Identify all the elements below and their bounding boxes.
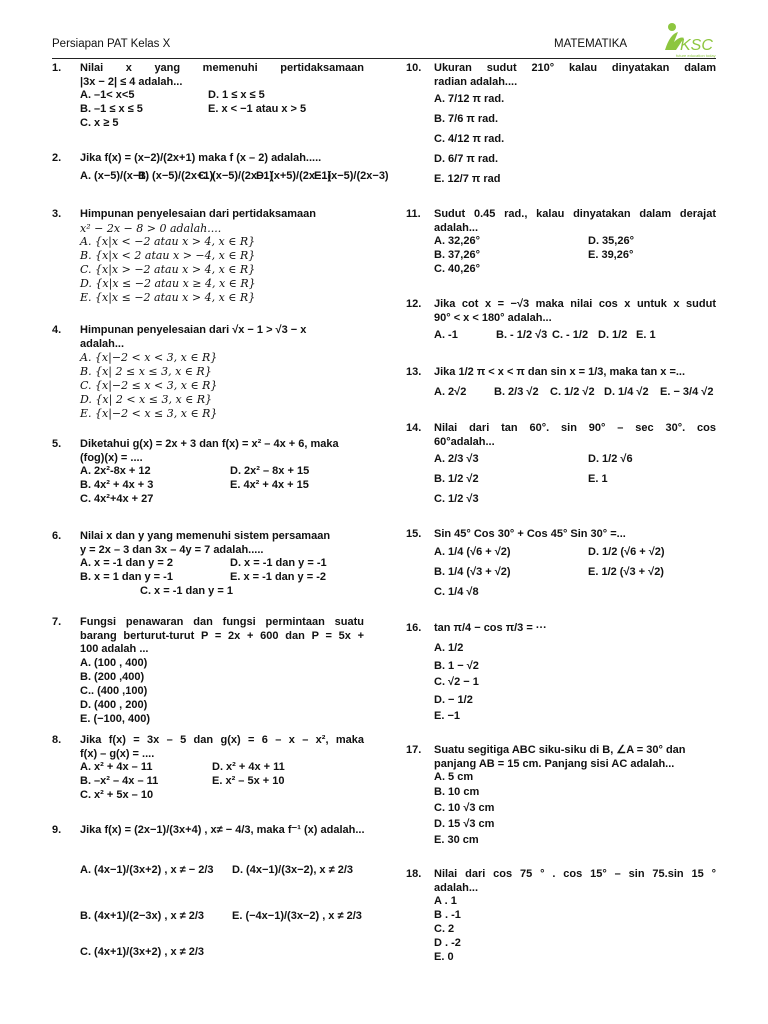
option-b[interactable]: B. 1/4 (√3 + √2): [434, 565, 511, 578]
option-a[interactable]: A. 1/4 (√6 + √2): [434, 545, 511, 558]
option-d[interactable]: D. 1/4 √2: [604, 385, 649, 398]
option-c[interactable]: C. 1/2 √3: [434, 493, 479, 506]
option-e[interactable]: E. 4x² + 4x + 15: [230, 479, 309, 492]
header-title-right: MATEMATIKA: [554, 38, 628, 50]
question-text: x² − 2x − 8 > 0 adalah....: [80, 221, 222, 235]
option-c[interactable]: C. 2: [434, 923, 455, 936]
question-number: 9.: [52, 824, 62, 836]
option-d[interactable]: D. 1/2 (√6 + √2): [588, 545, 665, 558]
option-c[interactable]: C. 1/2 √2: [550, 385, 595, 398]
option-d[interactable]: D. 2x² – 8x + 15: [230, 465, 310, 478]
option-a[interactable]: A. 5 cm: [434, 771, 474, 784]
logo-tagline: future education today: [676, 53, 716, 58]
question-text: Jika f(x) = (x−2)/(2x+1) maka f (x – 2) adalah.....: [80, 152, 322, 164]
question-text: Jika cot x = −√3 maka nilai cos x untuk x sudut: [434, 298, 716, 310]
question-number: 18.: [406, 868, 422, 880]
option-c[interactable]: C. - 1/2: [552, 329, 589, 342]
option-d[interactable]: D. x² + 4x + 11: [212, 761, 285, 774]
option-a[interactable]: A. (100 , 400): [80, 656, 148, 669]
option-c[interactable]: C. x = -1 dan y = 1: [140, 585, 233, 598]
option-e[interactable]: E. 12/7 π rad: [434, 173, 501, 186]
option-a[interactable]: A. –1< x<5: [80, 89, 135, 102]
option-c[interactable]: C. x² + 5x – 10: [80, 789, 154, 802]
option-b[interactable]: B. 1 − √2: [434, 659, 479, 672]
option-a[interactable]: A. -1: [434, 329, 458, 342]
question-text: (fog)(x) = ....: [80, 451, 143, 464]
header-title-left: Persiapan PAT Kelas X: [52, 38, 171, 50]
option-e[interactable]: E. 1/2 (√3 + √2): [588, 565, 664, 578]
option-b[interactable]: B. 7/6 π rad.: [434, 113, 499, 126]
question-text: Jika 1/2 π < x < π dan sin x = 1/3, maka tan x =...: [434, 366, 686, 378]
option-c[interactable]: C.. (400 ,100): [80, 684, 148, 697]
question-text: Suatu segitiga ABC siku-siku di B, ∠A = 30° dan: [434, 744, 686, 756]
option-b[interactable]: B. 1/2 √2: [434, 473, 479, 486]
question-number: 3.: [52, 208, 62, 220]
page-header: [52, 38, 716, 60]
option-e[interactable]: E. 0: [434, 951, 454, 964]
question-number: 5.: [52, 438, 62, 450]
option-c[interactable]: C. 40,26°: [434, 263, 480, 276]
option-c[interactable]: C. 1/4 √8: [434, 585, 479, 598]
question-text: f(x) – g(x) = ....: [80, 747, 155, 760]
question-text: radian adalah....: [434, 75, 518, 88]
option-d[interactable]: D. (4x−1)/(3x−2), x ≠ 2/3: [232, 863, 353, 876]
question-number: 10.: [406, 62, 422, 74]
option-e[interactable]: E. 1: [588, 473, 608, 486]
question-text: 100 adalah ...: [80, 643, 149, 656]
question-text: Jika f(x) = (2x−1)/(3x+4) , x≠ − 4/3, maka f⁻¹ (x) adalah...: [80, 824, 365, 836]
option-d[interactable]: D. {x|x ≤ −2 atau x ≥ 4, x ∈ R}: [80, 277, 256, 291]
option-c[interactable]: C. 10 √3 cm: [434, 802, 495, 815]
option-d[interactable]: D. x = -1 dan y = -1: [230, 557, 327, 570]
option-c[interactable]: C. (x−5)/(2x−1): [198, 169, 274, 182]
option-a[interactable]: A. 2/3 √3: [434, 453, 479, 466]
option-a[interactable]: A. (x−5)/(x−1): [80, 169, 150, 182]
ksc-logo: [662, 20, 722, 60]
question-text: Ukuran sudut 210° kalau dinyatakan dalam: [434, 62, 716, 74]
option-b[interactable]: B . -1: [434, 909, 461, 922]
question-text: adalah...: [434, 221, 479, 234]
logo-text: KSC: [680, 37, 713, 54]
option-a[interactable]: A. 7/12 π rad.: [434, 93, 505, 106]
option-b[interactable]: B. x = 1 dan y = -1: [80, 571, 173, 584]
question-text: y = 2x – 3 dan 3x – 4y = 7 adalah.....: [80, 543, 264, 556]
question-text: Diketahui g(x) = 2x + 3 dan f(x) = x² – 4x + 6, maka: [80, 438, 339, 450]
question-text: Nilai x dan y yang memenuhi sistem persamaan: [80, 530, 331, 542]
question-text: Himpunan penyelesaian dari pertidaksamaan: [80, 208, 316, 220]
option-c[interactable]: C. 4x²+4x + 27: [80, 493, 154, 506]
option-a[interactable]: A. x = -1 dan y = 2: [80, 557, 173, 570]
option-d[interactable]: D. {x| 2 < x ≤ 3, x ∈ R}: [80, 393, 213, 407]
option-d[interactable]: D. 1 ≤ x ≤ 5: [208, 89, 265, 102]
option-c[interactable]: C. {x|−2 ≤ x < 3, x ∈ R}: [80, 379, 218, 393]
question-text: panjang AB = 15 cm. Panjang sisi AC adalah...: [434, 757, 675, 770]
option-d[interactable]: D. (x+5)/(2x−1): [256, 169, 332, 182]
option-d[interactable]: D. 1/2 √6: [588, 453, 633, 466]
question-number: 7.: [52, 616, 62, 628]
option-c[interactable]: C. x ≥ 5: [80, 117, 119, 130]
question-number: 11.: [406, 208, 421, 220]
option-b[interactable]: B. –x² – 4x – 11: [80, 775, 159, 788]
option-a[interactable]: A. {x|−2 < x < 3, x ∈ R}: [80, 351, 218, 365]
option-d[interactable]: D . -2: [434, 937, 461, 950]
option-b[interactable]: B. 37,26°: [434, 249, 480, 262]
option-e[interactable]: E. (−100, 400): [80, 712, 151, 725]
option-c[interactable]: C. (4x+1)/(3x+2) , x ≠ 2/3: [80, 945, 205, 958]
question-text: tan π/4 − cos π/3 = ···: [434, 622, 547, 634]
option-a[interactable]: A . 1: [434, 895, 457, 908]
option-b[interactable]: B. 2/3 √2: [494, 385, 539, 398]
question-text: Sin 45° Cos 30° + Cos 45° Sin 30° =...: [434, 528, 626, 540]
option-a[interactable]: A. 32,26°: [434, 235, 480, 248]
option-c[interactable]: C. {x|x > −2 atau x > 4, x ∈ R}: [80, 263, 256, 277]
option-e[interactable]: E. 1: [636, 329, 656, 342]
question-text: Nilai dari cos 75 ° . cos 15° – sin 75.sin 15 °: [434, 868, 716, 880]
option-b[interactable]: B. 10 cm: [434, 786, 480, 799]
option-a[interactable]: A. x² + 4x – 11: [80, 761, 153, 774]
option-a[interactable]: A. 2√2: [434, 385, 467, 398]
question-number: 13.: [406, 366, 422, 378]
option-b[interactable]: B. (x−5)/(2x+1): [138, 169, 214, 182]
option-a[interactable]: A. 1/2: [434, 641, 464, 654]
question-text: adalah...: [434, 881, 479, 894]
question-text: Fungsi penawaran dan fungsi permintaan suatu: [80, 616, 364, 628]
question-text: |3x − 2| ≤ 4 adalah...: [80, 75, 183, 88]
option-a[interactable]: A. {x|x < −2 atau x > 4, x ∈ R}: [80, 235, 256, 249]
option-d[interactable]: D. 15 √3 cm: [434, 818, 495, 831]
header-rule: [52, 58, 716, 59]
option-e[interactable]: E. (x−5)/(2x−3): [314, 169, 389, 182]
question-text: barang berturut-turut P = 2x + 600 dan P = 5x +: [80, 629, 364, 642]
option-e[interactable]: E. 30 cm: [434, 834, 479, 847]
question-text: 90° < x < 180° adalah...: [434, 311, 552, 324]
option-e[interactable]: E. {x|−2 < x ≤ 3, x ∈ R}: [80, 407, 218, 421]
option-c[interactable]: C. 4/12 π rad.: [434, 133, 505, 146]
question-number: 4.: [52, 324, 62, 336]
option-e[interactable]: E. x = -1 dan y = -2: [230, 571, 326, 584]
question-number: 6.: [52, 530, 62, 542]
option-b[interactable]: B. (200 ,400): [80, 670, 145, 683]
option-b[interactable]: B. –1 ≤ x ≤ 5: [80, 103, 143, 116]
option-b[interactable]: B. 4x² + 4x + 3: [80, 479, 154, 492]
question-number: 12.: [406, 298, 422, 310]
question-number: 2.: [52, 152, 62, 164]
question-number: 15.: [406, 528, 422, 540]
option-a[interactable]: A. (4x−1)/(3x+2) , x ≠ − 2/3: [80, 863, 214, 876]
option-e[interactable]: E. x² – 5x + 10: [212, 775, 285, 788]
question-number: 1.: [52, 62, 62, 74]
option-c[interactable]: C. √2 − 1: [434, 675, 479, 688]
option-e[interactable]: E. −1: [434, 709, 460, 722]
option-b[interactable]: B. {x|x < 2 atau x > −4, x ∈ R}: [80, 249, 256, 263]
question-text: Jika f(x) = 3x – 5 dan g(x) = 6 – x – x², maka: [80, 734, 364, 746]
option-d[interactable]: D. 6/7 π rad.: [434, 153, 499, 166]
option-d[interactable]: D. (400 , 200): [80, 698, 148, 711]
option-b[interactable]: B. {x| 2 ≤ x ≤ 3, x ∈ R}: [80, 365, 212, 379]
question-text: Himpunan penyelesaian dari √x − 1 > √3 − x: [80, 324, 307, 336]
option-e[interactable]: E. 39,26°: [588, 249, 634, 262]
question-number: 16.: [406, 622, 422, 634]
question-number: 17.: [406, 744, 422, 756]
option-d[interactable]: D. − 1/2: [434, 693, 473, 706]
question-number: 14.: [406, 422, 422, 434]
option-d[interactable]: D. 1/2: [598, 329, 628, 342]
option-b[interactable]: B. - 1/2 √3: [496, 329, 548, 342]
option-d[interactable]: D. 35,26°: [588, 235, 634, 248]
question-number: 8.: [52, 734, 62, 746]
option-b[interactable]: B. (4x+1)/(2−3x) , x ≠ 2/3: [80, 909, 205, 922]
question-text: Nilai x yang memenuhi pertidaksamaan: [80, 62, 364, 74]
question-text: adalah...: [80, 337, 125, 350]
option-e[interactable]: E. {x|x ≤ −2 atau x > 4, x ∈ R}: [80, 291, 256, 305]
question-text: Sudut 0.45 rad., kalau dinyatakan dalam derajat: [434, 208, 716, 220]
question-text: Nilai dari tan 60°. sin 90° – sec 30°. cos: [434, 422, 716, 434]
question-text: 60°adalah...: [434, 435, 495, 448]
option-e[interactable]: E. − 3/4 √2: [660, 385, 714, 398]
option-e[interactable]: E. x < −1 atau x > 5: [208, 103, 307, 116]
option-e[interactable]: E. (−4x−1)/(3x−2) , x ≠ 2/3: [232, 909, 362, 922]
option-a[interactable]: A. 2x²-8x + 12: [80, 465, 151, 478]
